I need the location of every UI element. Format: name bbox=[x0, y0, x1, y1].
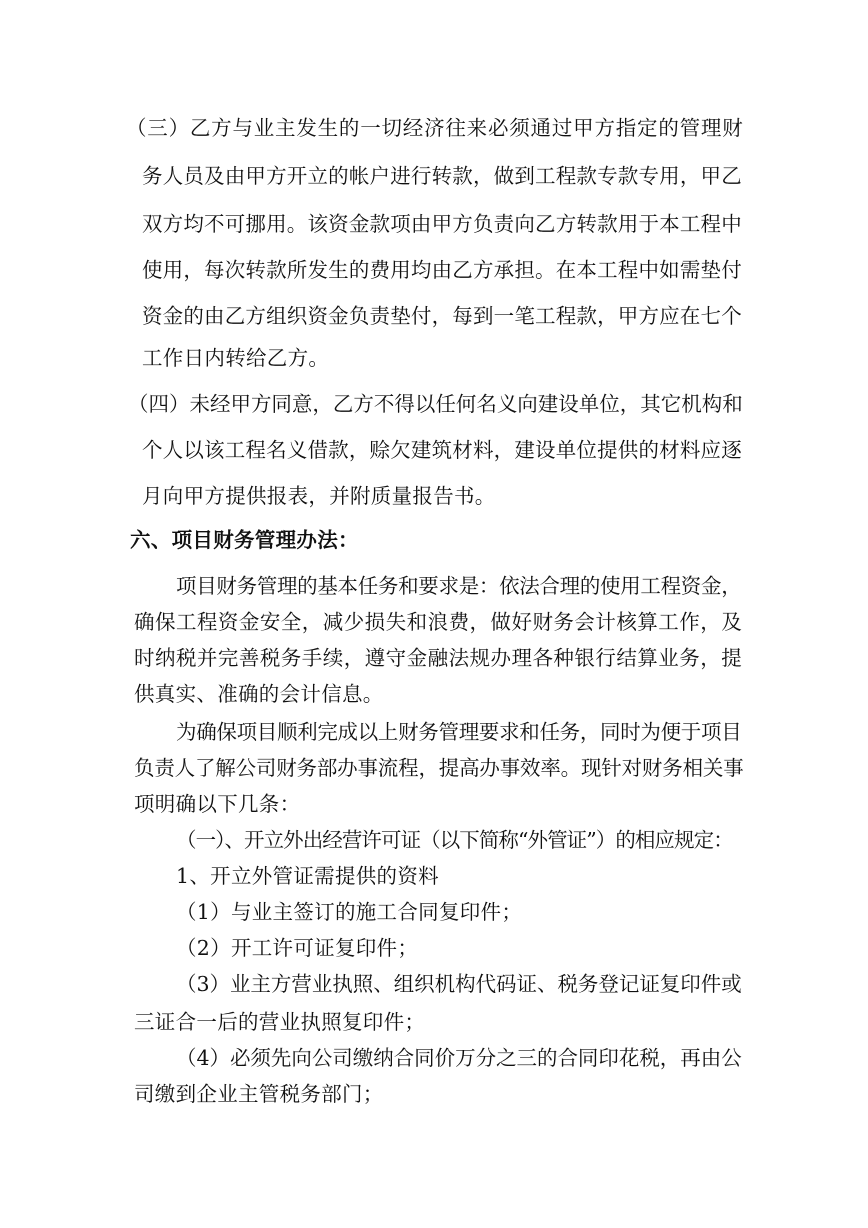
text-line: 时纳税并完善税务手续，遵守金融法规办理各种银行结算业务，提 bbox=[134, 646, 743, 670]
text-line: 双方均不可挪用。该资金款项由甲方负责向乙方转款用于本工程中 bbox=[142, 212, 742, 236]
text-line: 司缴到企业主管税务部门； bbox=[134, 1082, 384, 1106]
section-heading: 六、项目财务管理办法： bbox=[130, 528, 359, 552]
text-line: 项目财务管理的基本任务和要求是：依法合理的使用工程资金， bbox=[176, 574, 742, 598]
text-line: 确保工程资金安全，减少损失和浪费，做好财务会计核算工作，及 bbox=[134, 610, 743, 634]
text-line: 供真实、准确的会计信息。 bbox=[134, 682, 384, 706]
text-line: （3）业主方营业执照、组织机构代码证、税务登记证复印件或 bbox=[176, 972, 742, 996]
text-line: （2）开工许可证复印件； bbox=[176, 936, 419, 960]
text-line: （三）乙方与业主发生的一切经济往来必须通过甲方指定的管理财 bbox=[126, 116, 744, 140]
text-line: 负责人了解公司财务部办事流程，提高办事效率。现针对财务相关事 bbox=[134, 756, 744, 780]
text-line: 务人员及由甲方开立的帐户进行转款，做到工程款专款专用，甲乙 bbox=[142, 164, 742, 188]
text-line: （四）未经甲方同意，乙方不得以任何名义向建设单位，其它机构和 bbox=[128, 392, 743, 416]
text-line: 月向甲方提供报表，并附质量报告书。 bbox=[142, 484, 496, 508]
text-line: 1、开立外管证需提供的资料 bbox=[176, 864, 439, 888]
text-line: 个人以该工程名义借款，赊欠建筑材料，建设单位提供的材料应逐 bbox=[142, 438, 742, 462]
text-line: 资金的由乙方组织资金负责垫付，每到一笔工程款，甲方应在七个 bbox=[142, 304, 742, 328]
text-line: 项明确以下几条： bbox=[134, 792, 301, 816]
text-line: （4）必须先向公司缴纳合同价万分之三的合同印花税，再由公 bbox=[176, 1046, 742, 1070]
text-line: 使用，每次转款所发生的费用均由乙方承担。在本工程中如需垫付 bbox=[142, 258, 742, 282]
text-line: （1）与业主签订的施工合同复印件； bbox=[176, 900, 523, 924]
text-line: 为确保项目顺利完成以上财务管理要求和任务，同时为便于项目 bbox=[176, 720, 742, 744]
text-line: （一）、开立外出经营许可证（以下简称“外管证”）的相应规定： bbox=[176, 828, 733, 852]
text-line: 三证合一后的营业执照复印件； bbox=[134, 1010, 426, 1034]
text-line: 工作日内转给乙方。 bbox=[142, 346, 330, 370]
